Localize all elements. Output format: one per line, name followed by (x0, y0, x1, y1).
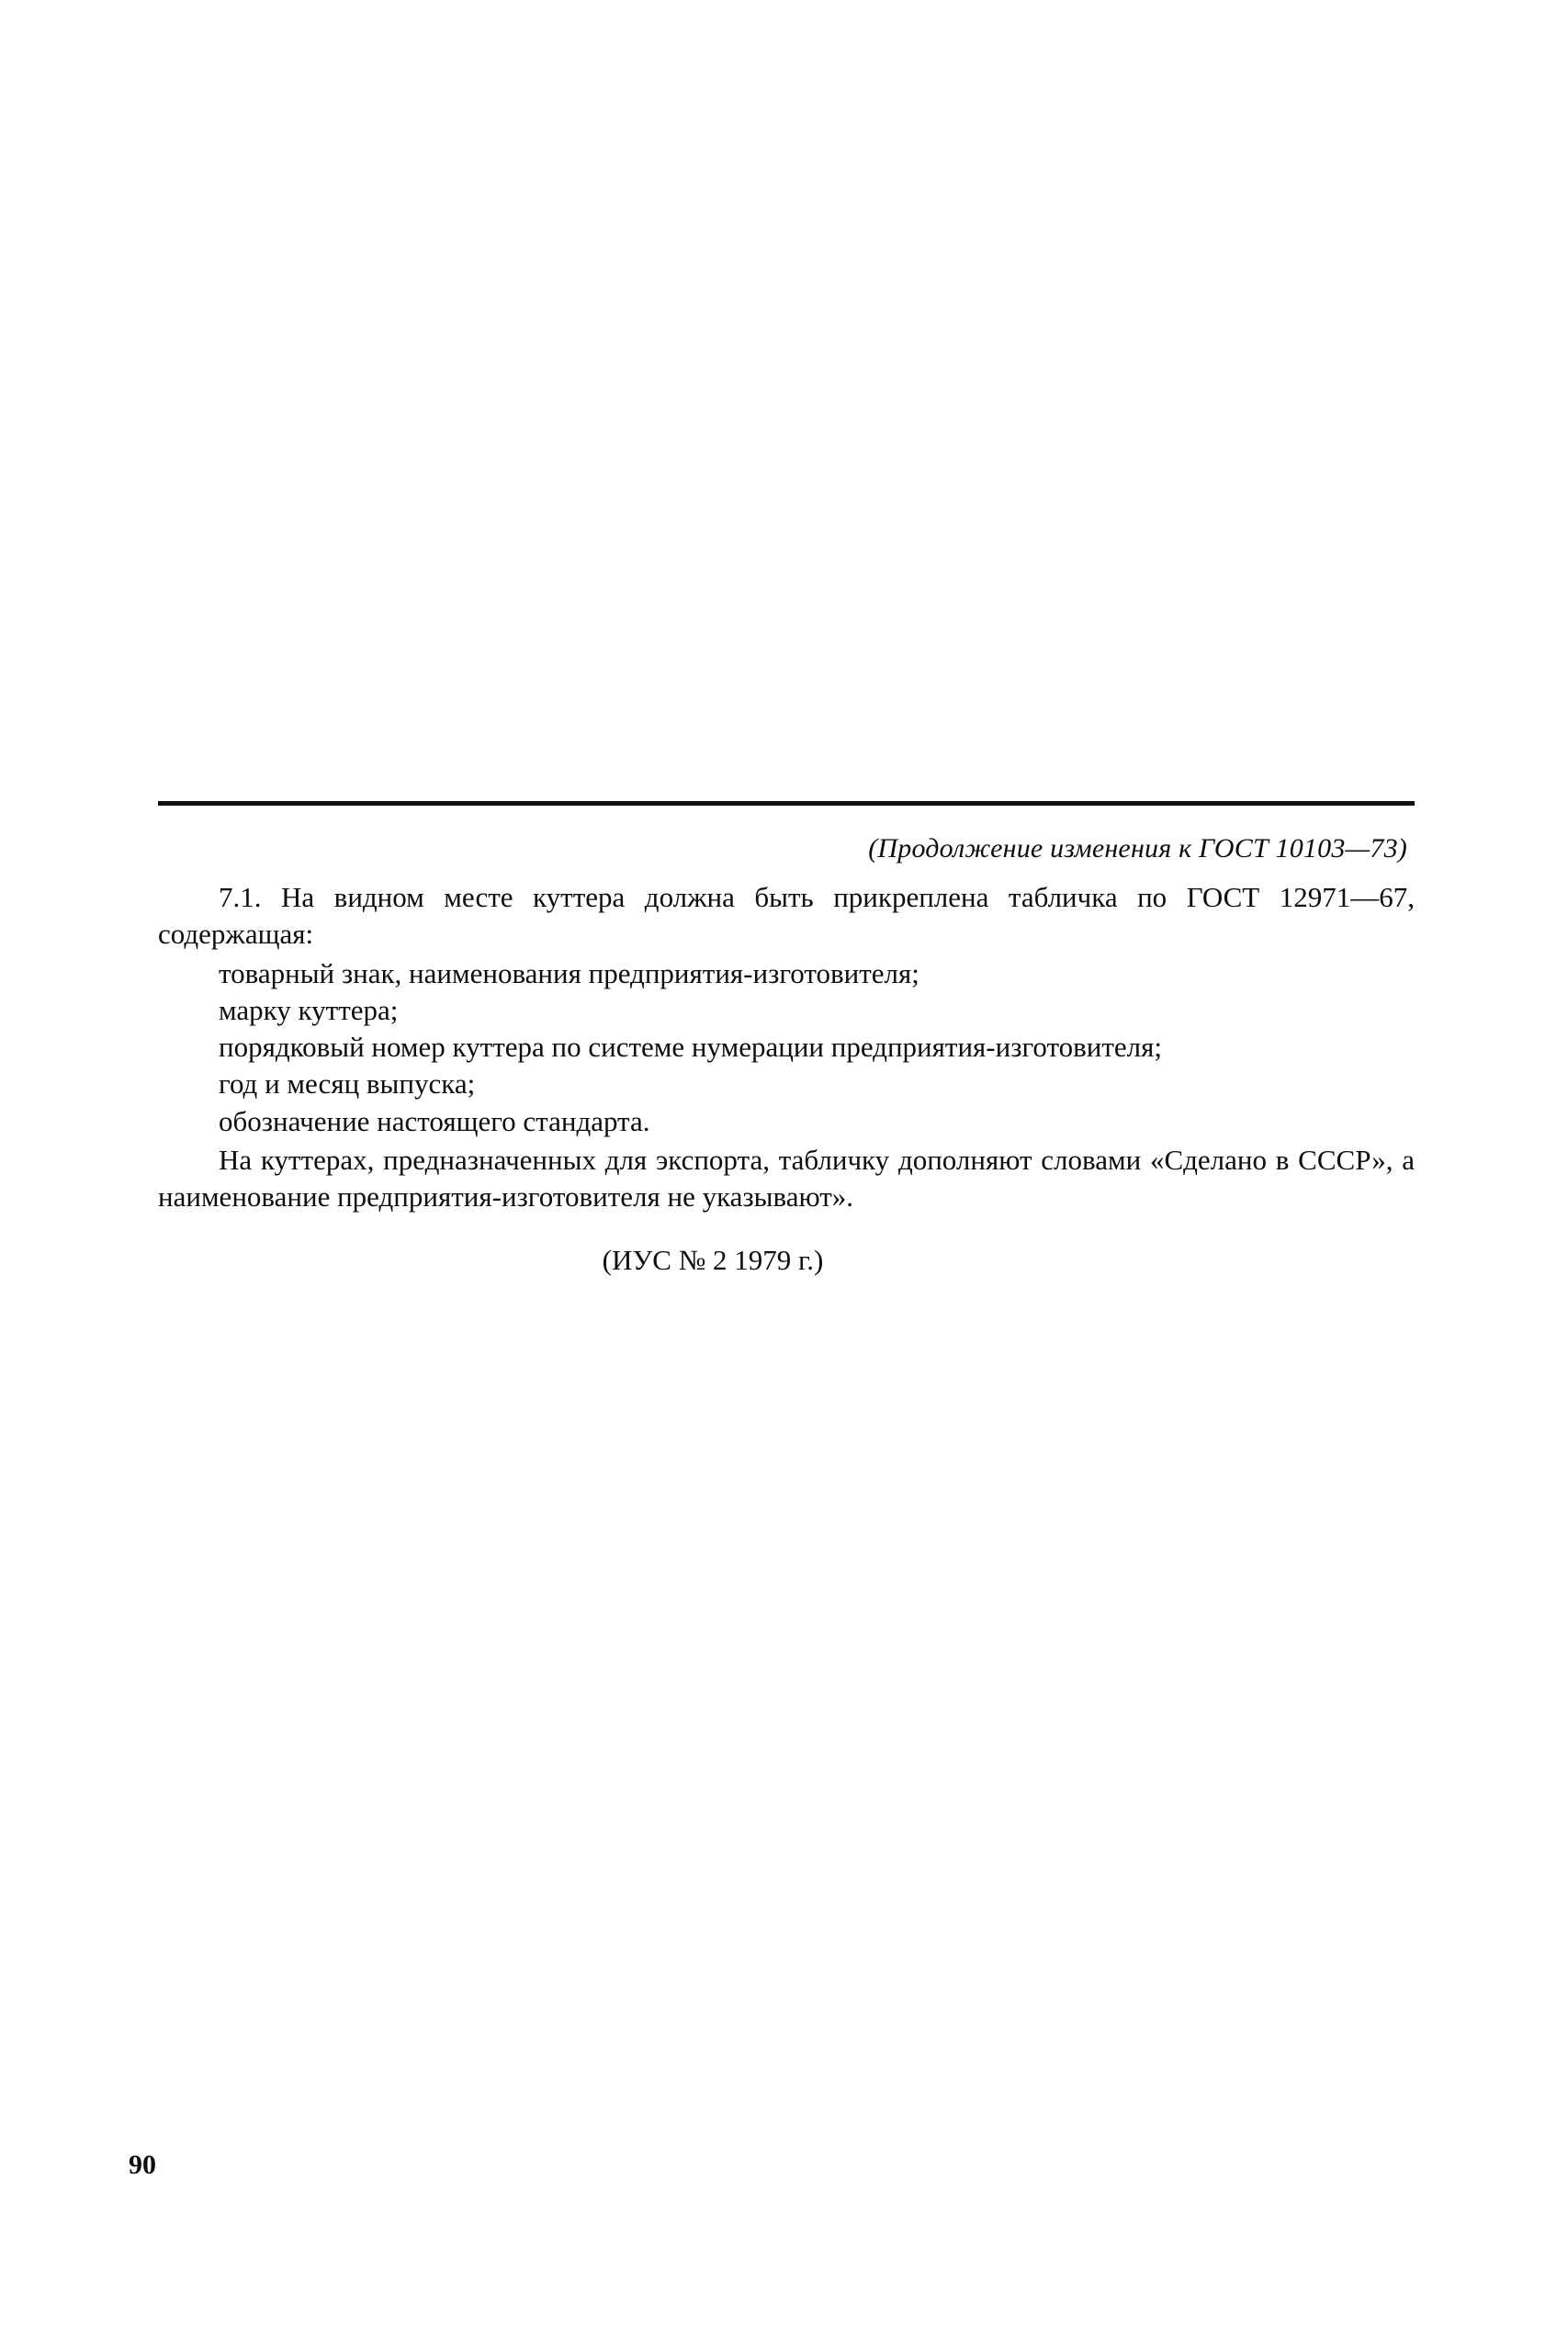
export-paragraph: На куттерах, предназначенных для экспорта, табличку дополняют словами «Сделано в СССР», а наименование предприятия-изготовителя не указывают». (158, 1144, 1415, 1214)
list-item: порядковый номер куттера по системе нумерации предприятия-изготовителя; (219, 1031, 1162, 1064)
list-item: марку куттера; (219, 993, 399, 1026)
list-item: обозначение настоящего стандарта. (219, 1104, 650, 1137)
issue-reference: (ИУС № 2 1979 г.) (602, 1243, 824, 1276)
continuation-note: (Продолжение изменения к ГОСТ 10103—73) (868, 833, 1407, 864)
horizontal-rule (158, 801, 1415, 806)
list-item: товарный знак, наименования предприятия-изготовителя; (219, 956, 919, 989)
page-number: 90 (129, 2150, 156, 2180)
requirements-list (158, 955, 1415, 1140)
list-item: год и месяц выпуска; (219, 1067, 476, 1101)
clause-7-1: 7.1. На видном месте куттера должна быть прикреплена табличка по ГОСТ 12971—67, содержащая: (158, 881, 1415, 951)
page-content (158, 801, 1415, 1277)
